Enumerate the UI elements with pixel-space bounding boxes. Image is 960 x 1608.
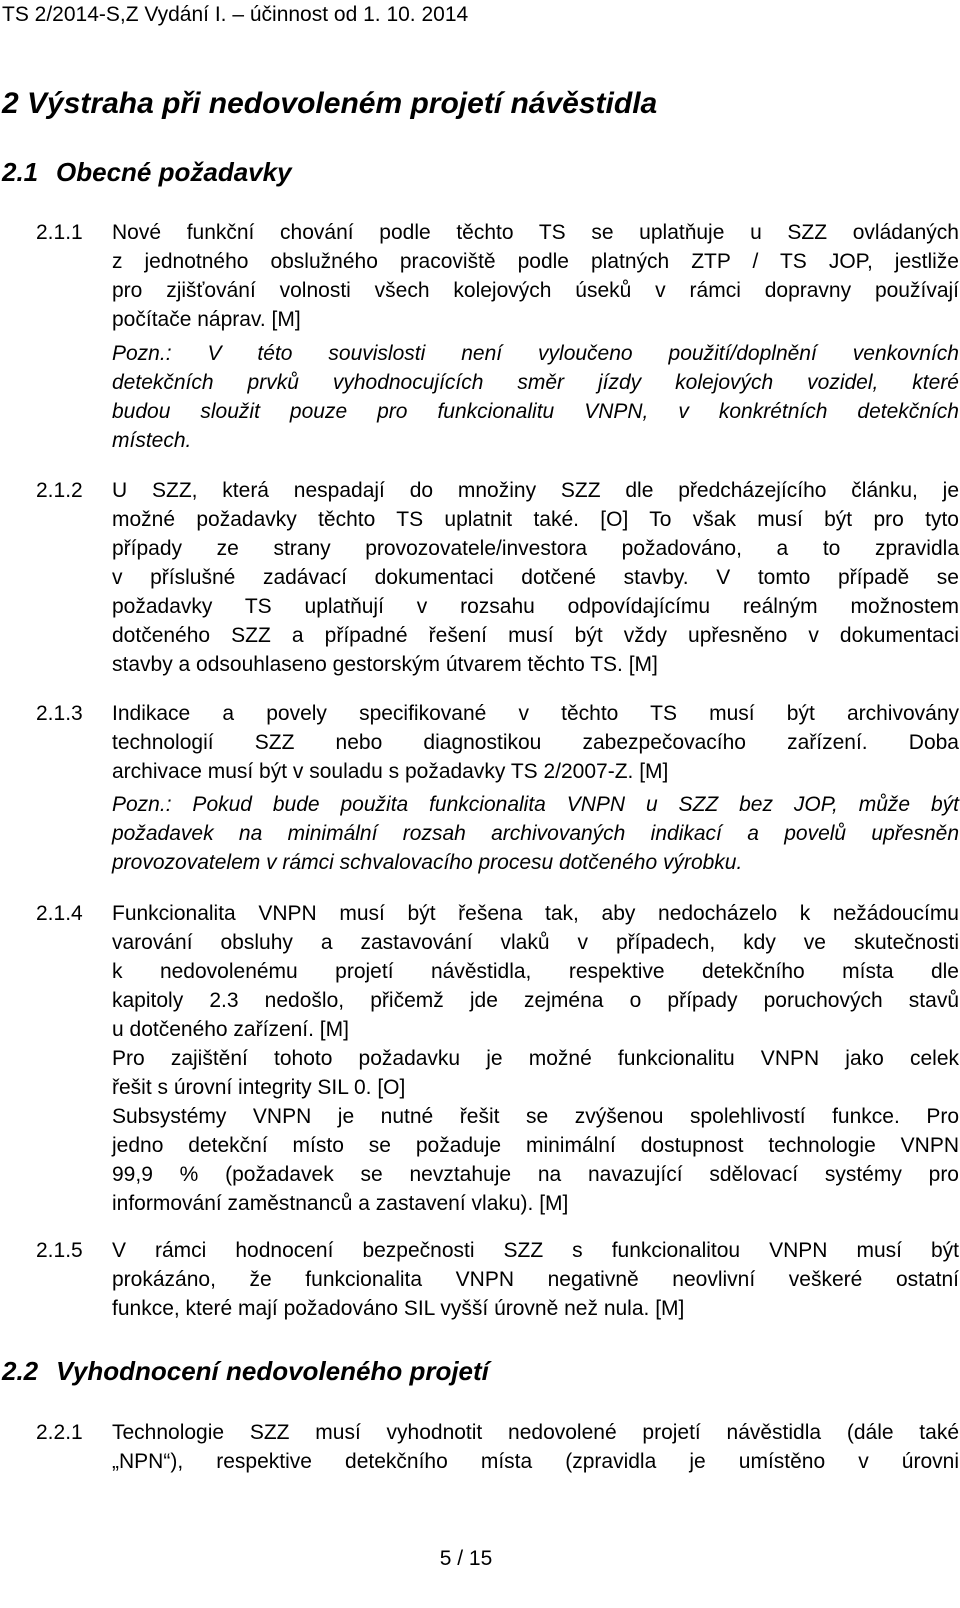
page-number xyxy=(0,1546,960,1572)
paragraph-number: 2.2.1 xyxy=(36,1421,83,1444)
note-line: detekčních prvků vyhodnocujících směr jízdy kolejových vozidel, které xyxy=(112,371,959,394)
text-line: pro zjišťování volnosti všech kolejových úseků v rámci dopravny používají xyxy=(112,279,959,302)
note-line: požadavek na minimální rozsah archivovaných indikací a povelů upřesněn xyxy=(112,822,959,845)
note-line: místech. xyxy=(112,429,192,452)
paragraph-number: 2.1.3 xyxy=(36,702,83,725)
text-line: V rámci hodnocení bezpečnosti SZZ s funkcionalitou VNPN musí být xyxy=(112,1239,959,1262)
text-line: z jednotného obslužného pracoviště podle platných ZTP / TS JOP, jestliže xyxy=(112,250,959,273)
text-line: u dotčeného zařízení. [M] xyxy=(112,1018,349,1041)
section-title: Vyhodnocení nedovoleného projetí xyxy=(56,1356,489,1386)
text-line: v příslušné zadávací dokumentaci dotčené stavby. V tomto případě se xyxy=(112,566,959,589)
chapter-title: 2 Výstraha při nedovoleném projetí návěstidla xyxy=(2,87,658,120)
text-line: kapitoly 2.3 nedošlo, přičemž jde zejména o případy poruchových stavů xyxy=(112,989,959,1012)
text-line: varování obsluhy a zastavování vlaků v případech, kdy ve skutečnosti xyxy=(112,931,959,954)
running-header: TS 2/2014-S,Z Vydání I. – účinnost od 1. 10. 2014 xyxy=(2,3,469,26)
note-line: budou sloužit pouze pro funkcionalitu VNPN, v konkrétních detekčních xyxy=(112,400,959,423)
paragraph-2-1-3 xyxy=(36,699,959,877)
text-line: Pro zajištění tohoto požadavku je možné funkcionalitu VNPN jako celek xyxy=(112,1047,959,1070)
text-line: případy ze strany provozovatele/investora požadováno, a to zpravidla xyxy=(112,537,959,560)
text-line: možné požadavky těchto TS uplatnit také. [O] To však musí být pro tyto xyxy=(112,508,959,531)
section-number: 2.2 xyxy=(2,1356,39,1386)
text-line: k nedovolenému projetí návěstidla, respektive detekčního místa dle xyxy=(112,960,959,983)
note-line: provozovatelem v rámci schvalovacího procesu dotčeného výrobku. xyxy=(112,851,743,874)
text-line: 99,9 % (požadavek se nevztahuje na navazující sdělovací systémy pro xyxy=(112,1163,959,1186)
text-line: stavby a odsouhlaseno gestorským útvarem těchto TS. [M] xyxy=(112,653,658,676)
paragraph-2-1-1 xyxy=(36,218,959,455)
text-line: informování zaměstnanců a zastavení vlaku). [M] xyxy=(112,1192,569,1215)
paragraph-2-1-2 xyxy=(36,476,959,679)
section-title: Obecné požadavky xyxy=(56,157,292,187)
note-line: Pozn.: V této souvislosti není vyloučeno použití/doplnění venkovních xyxy=(112,342,959,365)
text-line: technologií SZZ nebo diagnostikou zabezpečovacího zařízení. Doba xyxy=(112,731,959,754)
text-line: požadavky TS uplatňují v rozsahu odpovídajícímu reálným možnostem xyxy=(112,595,959,618)
section-number: 2.1 xyxy=(2,157,39,187)
page-number-text: 5 / 15 xyxy=(439,1547,493,1570)
section-heading-2-2 xyxy=(2,1355,489,1387)
text-line: „NPN“), respektive detekčního místa (zpravidla je umístěno v úrovni xyxy=(112,1450,959,1473)
paragraph-number: 2.1.1 xyxy=(36,221,83,244)
text-line: řešit s úrovní integrity SIL 0. [O] xyxy=(112,1076,406,1099)
text-line: prokázáno, že funkcionalita VNPN negativně neovlivní veškeré ostatní xyxy=(112,1268,959,1291)
paragraph-2-2-1 xyxy=(36,1418,959,1476)
text-line: jedno detekční místo se požaduje minimální dostupnost technologie VNPN xyxy=(112,1134,959,1157)
text-line: dotčeného SZZ a případné řešení musí být vždy upřesněno v dokumentaci xyxy=(112,624,959,647)
paragraph-2-1-4 xyxy=(36,899,959,1218)
text-line: archivace musí být v souladu s požadavky TS 2/2007-Z. [M] xyxy=(112,760,669,783)
paragraph-number: 2.1.4 xyxy=(36,902,83,925)
section-heading-2-1 xyxy=(2,156,292,188)
paragraph-number: 2.1.2 xyxy=(36,479,83,502)
text-line: Technologie SZZ musí vyhodnotit nedovolené projetí návěstidla (dále také xyxy=(112,1421,959,1444)
text-line: Subsystémy VNPN je nutné řešit se zvýšenou spolehlivostí funkce. Pro xyxy=(112,1105,959,1128)
text-line: počítače náprav. [M] xyxy=(112,308,301,331)
text-line: funkce, které mají požadováno SIL vyšší úrovně než nula. [M] xyxy=(112,1297,685,1320)
text-line: Indikace a povely specifikované v těchto TS musí být archivovány xyxy=(112,702,959,725)
paragraph-2-1-5 xyxy=(36,1236,959,1323)
paragraph-number: 2.1.5 xyxy=(36,1239,83,1262)
note-line: Pozn.: Pokud bude použita funkcionalita VNPN u SZZ bez JOP, může být xyxy=(112,793,959,816)
text-line: Funkcionalita VNPN musí být řešena tak, aby nedocházelo k nežádoucímu xyxy=(112,902,959,925)
text-line: Nové funkční chování podle těchto TS se uplatňuje u SZZ ovládaných xyxy=(112,221,959,244)
text-line: U SZZ, která nespadají do množiny SZZ dle předcházejícího článku, je xyxy=(112,479,959,502)
